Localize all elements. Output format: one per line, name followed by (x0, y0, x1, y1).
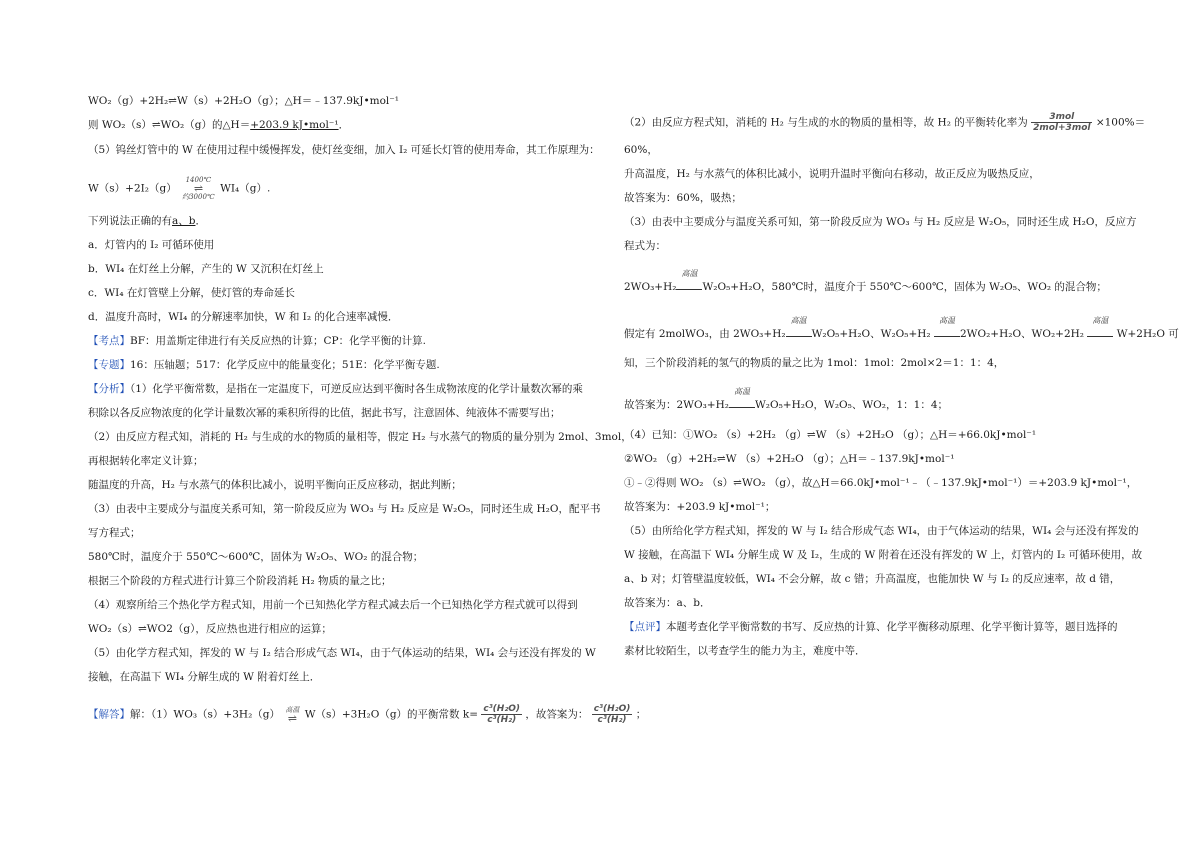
choice-prompt-end: ． (195, 215, 206, 227)
answer-line: ②WO₂ （g）+2H₂⇌W （s）+2H₂O （g）；△H＝﹣137.9kJ•mol⁻¹ (624, 453, 955, 465)
reaction-left: 2WO₃+H₂ (624, 281, 677, 293)
reaction-part: W+2H₂O 可 (1116, 328, 1179, 340)
option-b: b．WI₄ 在灯丝上分解，产生的 W 又沉积在灯丝上 (88, 263, 324, 275)
delta-h-line (88, 118, 349, 132)
answer-line: （3）由表中主要成分与温度关系可知，第一阶段反应为 WO₃ 与 H₂ 反应是 W₂O₅，同时还生成 H₂O，反应方 (624, 216, 1137, 228)
choice-answer: a、b (172, 215, 196, 227)
jieda-text: 解：（1）WO₃（s）+3H₂（g） (130, 708, 280, 721)
reaction-condition: 1400℃ ⇌ 约3000℃ (182, 176, 215, 201)
reaction-line (624, 387, 949, 412)
fenxi-line: 再根据转化率定义计算； (88, 455, 204, 467)
answer-line: 故答案为：60%，吸热； (624, 192, 742, 204)
dianping-text: 本题考查化学平衡常数的书写、反应热的计算、化学平衡移动原理、化学平衡计算等，题目选择的 (666, 621, 1118, 633)
equation-line: WO₂（g）+2H₂⇌W（s）+2H₂O（g）；△H＝﹣137.9kJ•mol⁻¹ (88, 95, 400, 107)
fenxi-line: 接触，在高温下 WI₄ 分解生成的 W 附着灯丝上． (88, 671, 321, 683)
reaction-part: 2WO₂+H₂O、WO₂+2H₂ (959, 328, 1085, 340)
fenxi-line: 580℃时，温度介于 550℃～600℃，固体为 W₂O₅、WO₂ 的混合物； (88, 551, 424, 563)
zhuanti-line (88, 358, 440, 372)
answer-line: 故答案为：+203.9 kJ•mol⁻¹； (624, 501, 776, 513)
answer-line: 60%， (624, 144, 658, 156)
zhuanti-text: 16：压轴题；517：化学反应中的能量变化；51E：化学平衡专题. (130, 359, 440, 371)
answer-fraction: $\frac{\text{c³(H₂O)}}{\text{c³(H₂)}}$ (593, 704, 631, 725)
high-temp-arrow: 高温 (934, 327, 960, 341)
question-5: （5）钨丝灯管中的 W 在使用过程中缓慢挥发，使灯丝变细，加入 I₂ 可延长灯管的使用寿命，其工作原理为： (88, 144, 600, 156)
answer-line: （5）由所给化学方程式知，挥发的 W 与 I₂ 结合形成气态 WI₄，由于气体运动的结果，WI₄ 会与还没有挥发的 (624, 525, 1139, 537)
jieda-text: ，故答案为： (525, 708, 589, 721)
fenxi-line: （4）观察所给三个热化学方程式知，用前一个已知热化学方程式减去后一个已知热化学方程式就可以得到 (88, 599, 578, 611)
answer-line: a、b 对；灯管壁温度较低，WI₄ 不会分解，故 c 错；升高温度，也能加快 W 与 I₂ 的反应速率，故 d 错， (624, 573, 1121, 585)
zhuanti-tag: 【专题】 (88, 359, 130, 371)
answer-line: W 接触，在高温下 WI₄ 分解生成 W 及 I₂，生成的 W 附着在还没有挥发的 W 上，灯管内的 I₂ 可循环使用，故 (624, 549, 1143, 561)
dianping-tag: 【点评】 (624, 621, 666, 633)
reaction-left: 故答案为：2WO₃+H₂ (624, 399, 729, 411)
reaction-condition: 高温 ⇌ (285, 706, 300, 725)
fenxi-line: 随温度的升高，H₂ 与水蒸气的体积比减小，说明平衡向正反应移动，据此判断； (88, 479, 462, 491)
equilibrium-fraction: $\frac{\text{c³(H₂O)}}{\text{c³(H₂)}}$ (483, 704, 521, 725)
reaction-part: 假定有 2molWO₃，由 2WO₃+H₂ (624, 328, 786, 340)
conversion-fraction: $\frac{\text{3mol}}{\text{2mol+3mol}}$ (1033, 112, 1091, 133)
dianping-line (624, 620, 1118, 634)
reaction-right: W₂O₅+H₂O，W₂O₅、WO₂，1：1：4； (754, 399, 949, 411)
delta-h-end: ． (338, 119, 350, 131)
conversion-line (624, 112, 1145, 133)
answer-line: 故答案为：a、b． (624, 597, 711, 609)
conversion-end: ×100%＝ (1095, 116, 1146, 129)
kaodian-text: BF：用盖斯定律进行有关反应热的计算；CP：化学平衡的计算. (130, 335, 426, 347)
fenxi-line (88, 382, 583, 396)
option-c: c．WI₄ 在灯管壁上分解，使灯管的寿命延长 (88, 287, 295, 299)
fenxi-line: （3）由表中主要成分与温度关系可知，第一阶段反应为 WO₃ 与 H₂ 反应是 W₂O₅，同时还生成 H₂O，配平书 (88, 503, 601, 515)
reaction-line (624, 269, 1107, 294)
reaction-part: W₂O₅+H₂O、W₂O₅+H₂ (811, 328, 931, 340)
reaction-right: W₂O₅+H₂O，580℃时，温度介于 550℃～600℃，固体为 W₂O₅、WO₂ 的混合物； (702, 281, 1107, 293)
tungsten-equation (88, 176, 270, 201)
fenxi-line: （5）由化学方程式知，挥发的 W 与 I₂ 结合形成气态 WI₄，由于气体运动的结果，WI₄ 会与还没有挥发的 W (88, 647, 596, 659)
fenxi-line: WO₂（s）⇌WO2（g），反应热也进行相应的运算； (88, 623, 332, 635)
high-temp-arrow: 高温 (676, 280, 702, 294)
fenxi-line: （2）由反应方程式知，消耗的 H₂ 与生成的水的物质的量相等，假定 H₂ 与水蒸气的物质的量分别为 2mol、3mol， (88, 431, 632, 443)
jieda-end: ； (635, 708, 647, 721)
delta-h-label: 则 WO₂（s）⇌WO₂（g）的△H＝ (88, 119, 251, 131)
kaodian-line (88, 334, 426, 348)
fenxi-line: 根据三个阶段的方程式进行计算三个阶段消耗 H₂ 物质的量之比； (88, 575, 392, 587)
option-d: d．温度升高时，WI₄ 的分解速率加快，W 和 I₂ 的化合速率减慢． (88, 311, 399, 323)
fenxi-text: （1）化学平衡常数，是指在一定温度下，可逆反应达到平衡时各生成物浓度的化学计量数次幂的乘 (130, 383, 583, 395)
delta-h-answer: +203.9 kJ•mol⁻¹ (250, 119, 339, 131)
answer-line: 知，三个阶段消耗的氢气的物质的量之比为 1mol：1mol：2mol×2＝1：1：4， (624, 357, 1005, 369)
high-temp-arrow: 高温 (729, 398, 755, 412)
answer-line: ①﹣②得则 WO₂ （s）⇌WO₂ （g），故△H＝66.0kJ•mol⁻¹﹣（﹣137.9kJ•mol⁻¹）＝+203.9 kJ•mol⁻¹， (624, 477, 1138, 489)
high-temp-arrow: 高温 (786, 327, 812, 341)
fenxi-line: 写方程式； (88, 527, 141, 539)
jieda-tag: 【解答】 (88, 708, 130, 721)
high-temp-arrow: 高温 (1087, 327, 1113, 341)
answer-line: 升高温度，H₂ 与水蒸气的体积比减小，说明升温时平衡向右移动，故正反应为吸热反应， (624, 168, 1040, 180)
fenxi-tag: 【分析】 (88, 383, 130, 395)
answer-line: （4）已知：①WO₂ （s）+2H₂ （g）⇌W （s）+2H₂O （g）；△H＝+66.0kJ•mol⁻¹ (624, 429, 1037, 441)
conversion-text: （2）由反应方程式知，消耗的 H₂ 与生成的水的物质的量相等，故 H₂ 的平衡转化率为 (624, 116, 1028, 129)
reaction-line (624, 316, 1179, 341)
choice-prompt (88, 214, 206, 228)
dianping-line: 素材比较陌生，以考查学生的能力为主，难度中等． (624, 645, 866, 657)
equation-right: WI₄（g）. (220, 182, 271, 195)
jieda-line (88, 704, 646, 725)
choice-prompt-text: 下列说法正确的有 (88, 215, 172, 227)
kaodian-tag: 【考点】 (88, 335, 130, 347)
answer-line: 程式为： (624, 240, 666, 252)
equation-left: W（s）+2I₂（g） (88, 182, 177, 195)
fenxi-line: 积除以各反应物浓度的化学计量数次幂的乘积所得的比值，据此书写，注意固体、纯液体不需要写出； (88, 407, 561, 419)
option-a: a．灯管内的 I₂ 可循环使用 (88, 239, 215, 251)
jieda-text: W（s）+3H₂O（g）的平衡常数 k= (304, 708, 479, 721)
